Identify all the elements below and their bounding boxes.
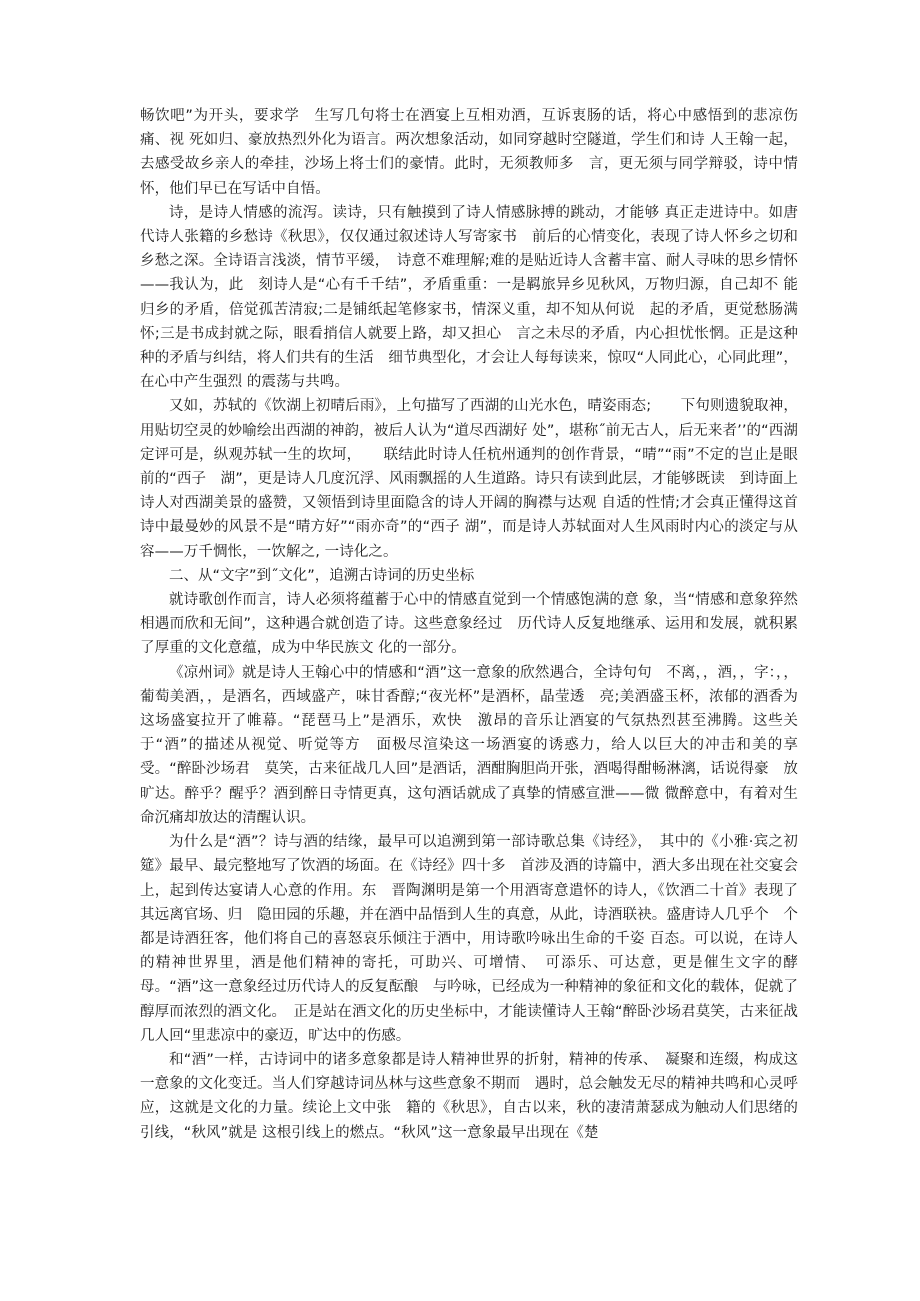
paragraph-7: 和“酒”一样，古诗词中的诸多意象都是诗人精神世界的折射，精神的传承、 凝聚和连缀，构成这一意象的文化变迁。当人们穿越诗词丛林与这些意象不期而 遇时，总会触发无尽的精神共鸣和心灵呼应，这就是文化的力量。续论上文中张 籍的《秋思》，自古以来，秋的凄清萧瑟成为触动人们思绪的引线，“秋风”就是 这根引线上的燃点。“秋风”这一意象最早出现在《楚	[140, 1051, 798, 1141]
section-heading: 二、从“文字”到˝文化”，追溯古诗词的历史坐标	[169, 567, 475, 584]
paragraph-5: 《凉州词》就是诗人王翰心中的情感和“酒”这一意象的欣然遇合，全诗句句 不离，，酒，，字：，，葡萄美酒，，是酒名，西域盛产，味甘香醇;“夜光杯”是酒杯，晶莹透 亮;美酒盛玉杯，浓郁的酒香为这场盛宴拉开了帷幕。“琵琶马上”是酒乐，欢快 激昂的音乐让酒宴的气氛热烈甚至沸腾。这些关于“酒”的描述从视觉、听觉等方 面极尽渲染这一场酒宴的诱惑力，给人以巨大的冲击和美的享受。“醉卧沙场君 莫笑，古来征战几人回”是酒话，酒酣胸胆尚开张，酒喝得酣畅淋漓，话说得豪 放旷达。醉乎？醒乎？酒到醉日寺情更真，这句酒话就成了真挚的情感宣泄——微 微醉意中，有着对生命沉痛却放达的清醒认识。	[140, 664, 798, 826]
paragraph-6: 为什么是“酒”？诗与酒的结缘，最早可以追溯到第一部诗歌总集《诗经》， 其中的《小雅·宾之初筵》最早、最完整地写了饮酒的场面。在《诗经》四十多 首涉及酒的诗篇中，酒大多出现在社交宴会上，起到传达宴请人心意的作用。东 晋陶渊明是第一个用酒寄意遣怀的诗人，《饮酒二十首》表现了其远离官场、归 隐田园的乐趣，并在酒中品悟到人生的真意，从此，诗酒联袂。盛唐诗人几乎个 个都是诗酒狂客，他们将自己的喜怒哀乐倾注于酒中，用诗歌吟咏出生命的千姿 百态。可以说，在诗人的精神世界里，酒是他们精神的寄托，可助兴、可增情、 可添乐、可达意，更是催生文字的酵母。“酒”这一意象经过历代诗人的反复酝酿 与吟咏，已经成为一种精神的象征和文化的载体，促就了醇厚而浓烈的酒文化。 正是站在酒文化的历史坐标中，才能读懂诗人王翰“醉卧沙场君莫笑，古来征战 几人回“里悲凉中的豪迈，旷达中的伤感。	[140, 834, 813, 1044]
paragraph-4: 就诗歌创作而言，诗人必须将蕴蓄于心中的情感直觉到一个情感饱满的意 象，当“情感和意象猝然相遇而欣和无间”，这种遇合就创造了诗。这些意象经过 历代诗人反复地继承、运用和发展，就积累了厚重的文化意蕴，成为中华民族文 化的一部分。	[140, 592, 798, 657]
document-body	[140, 104, 813, 1145]
paragraph-3: 又如，苏轼的《饮湖上初晴后雨》，上句描写了西湖的山光水色，晴姿雨态; 下句则遗貌取神，用贴切空灵的妙喻绘出西湖的神韵，被后人认为“道尽西湖好 处”，堪称˝前无古人，后无来者’’的“西湖定评可是，纵观苏轼一生的坎坷， 联结此时诗人任杭州通判的创作背景，“晴”“雨”不定的岂止是眼前的“西子 湖”，更是诗人几度沉浮、风雨飘摇的人生道路。诗只有读到此层，才能够既读 到诗面上诗人对西湖美景的盛赞，又领悟到诗里面隐含的诗人开阔的胸襟与达观 自适的性情;才会真正懂得这首诗中最曼妙的风景不是“晴方好”“雨亦奇”的“西子 湖”，而是诗人苏轼面对人生风雨时内心的淡定与从容——万千惆怅，一饮解之, 一诗化之。	[140, 398, 798, 560]
paragraph-2: 诗，是诗人情感的流泻。读诗，只有触摸到了诗人情感脉搏的跳动，才能够 真正走进诗中。如唐代诗人张籍的乡愁诗《秋思》，仅仅通过叙述诗人写寄家书 前后的心情变化，表现了诗人怀乡之切和乡愁之深。全诗语言浅淡，情节平缓， 诗意不难理解;难的是贴近诗人含蓄丰富、耐人寻味的思乡情怀——我认为，此 刻诗人是“心有千千结”，矛盾重重：一是羁旅异乡见秋风，万物归源，自己却不 能归乡的矛盾，倍觉孤苦清寂;二是铺纸起笔修家书，情深义重，却不知从何说 起的矛盾，更觉愁肠满怀;三是书成封就之际，眼看捎信人就要上路，却又担心 言之未尽的矛盾，内心担忧怅惘。正是这种种的矛盾与纠结，将人们共有的生活 细节典型化，才会让人每每读来，惊叹“人同此心，心同此理”，在心中产生强烈 的震荡与共鸣。	[140, 204, 798, 391]
paragraph-1: 畅饮吧”为开头，要求学 生写几句将士在酒宴上互相劝酒，互诉衷肠的话，将心中感悟到的悲凉伤痛、视 死如归、豪放热烈外化为语言。两次想象活动，如同穿越时空隧道，学生们和诗 人王翰一起，去感受故乡亲人的牵挂，沙场上将士们的豪情。此时，无须教师多 言，更无须与同学辩驳，诗中情怀，他们早已在写话中自悟。	[140, 108, 798, 197]
